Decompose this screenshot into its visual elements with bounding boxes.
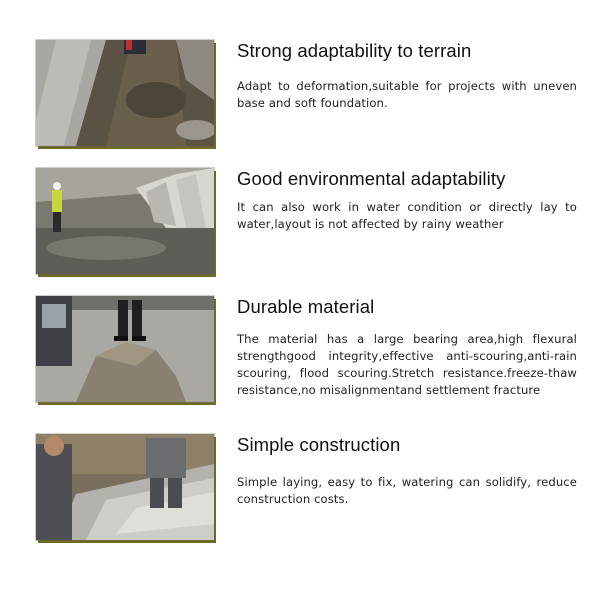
feature-description: It can also work in water condition or directly lay to water,layout is not affected by rainy weather [237,200,577,231]
feature-title: Simple construction [237,434,401,455]
environment-photo [36,168,214,274]
feature-description: Adapt to deformation,suitable for projects with uneven base and soft foundation. [237,79,577,110]
feature-title: Good environmental adaptability [237,168,506,189]
feature-description: Simple laying, easy to fix, watering can solidify, reduce construction costs. [237,475,577,506]
terrain-photo [36,40,214,146]
durable-photo [36,296,214,402]
feature-description: The material has a large bearing area,high flexural strengthgood integrity,effective anti-scouring,anti-rain scouring, flood scouring.Stretch resistance.freeze-thaw resistance,no misalignmentand settlement fracture [237,332,577,397]
construction-photo [36,434,214,540]
feature-title: Strong adaptability to terrain [237,40,472,61]
feature-title: Durable material [237,296,375,317]
